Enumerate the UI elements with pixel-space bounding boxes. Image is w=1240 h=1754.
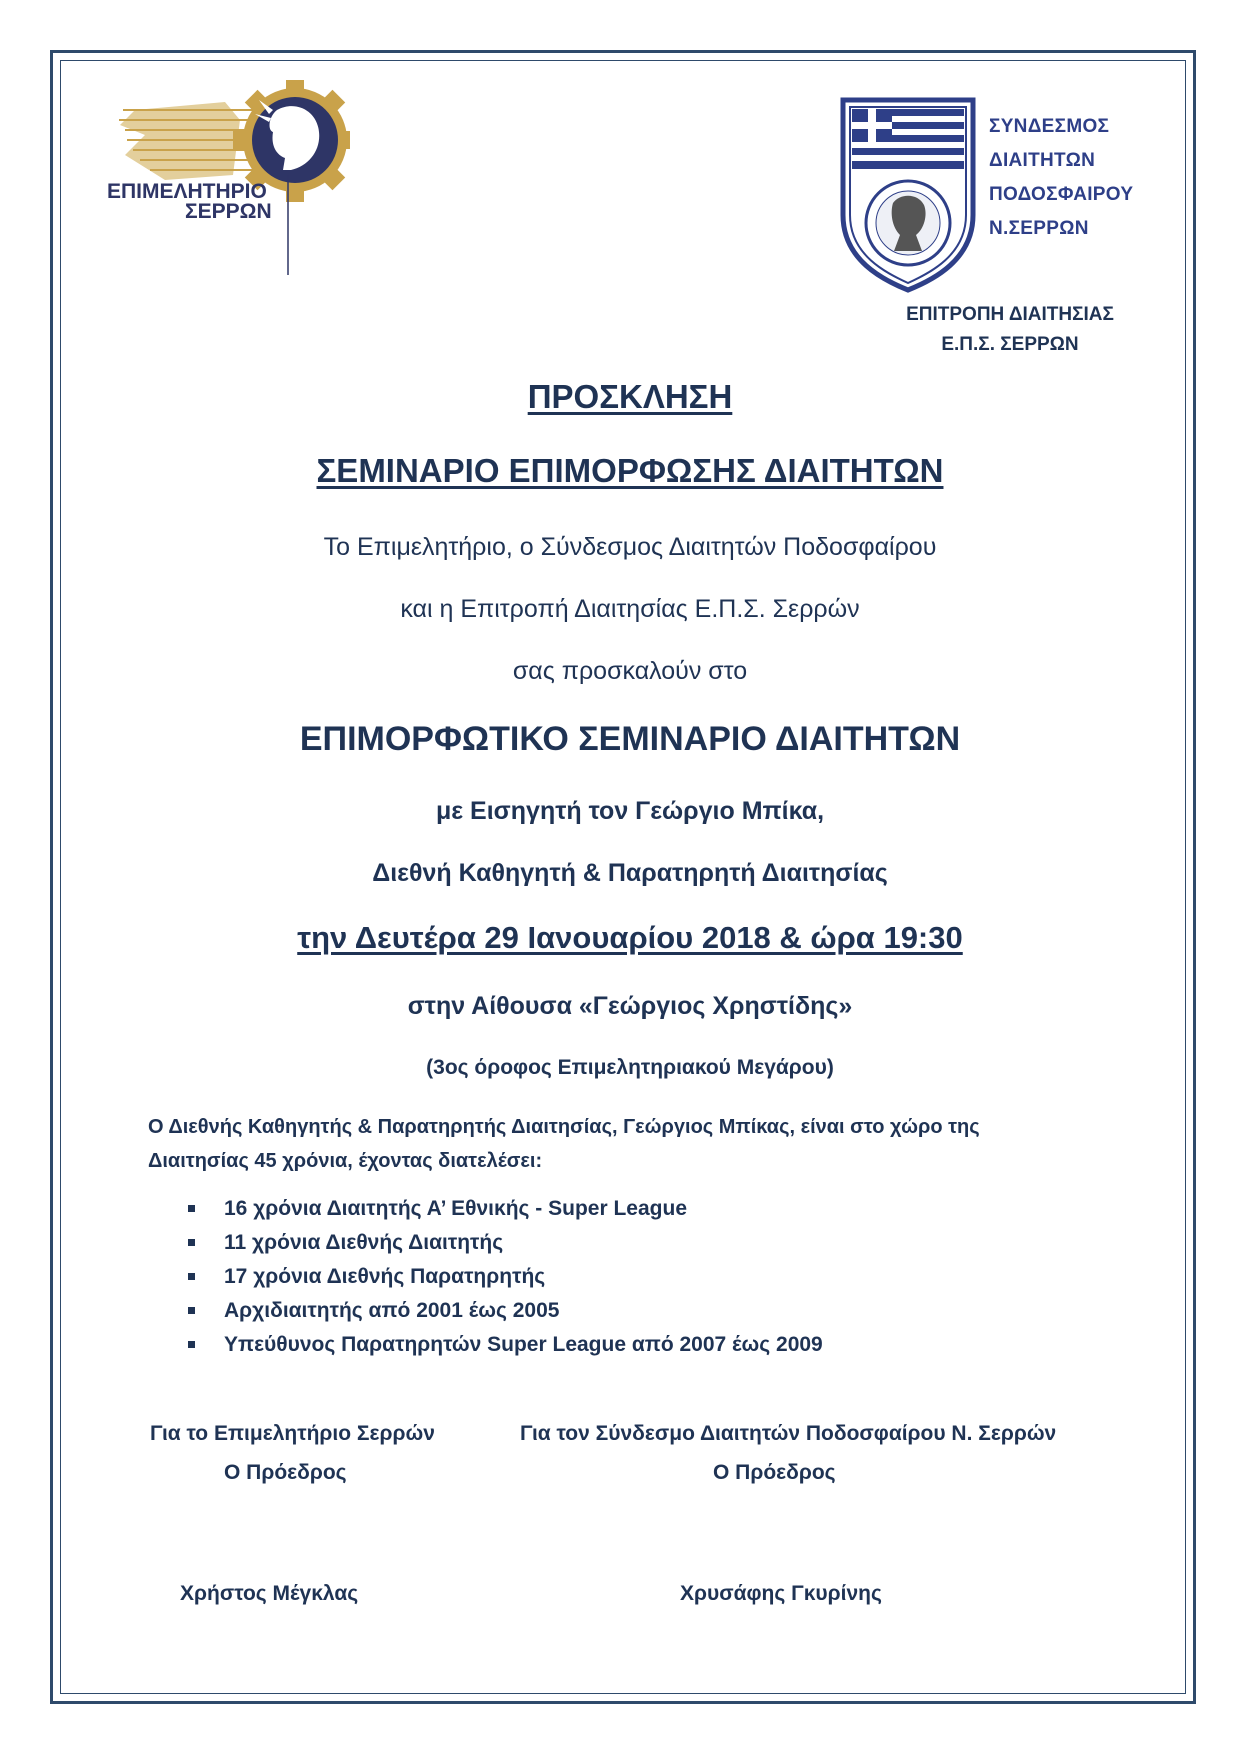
event-floor: (3ος όροφος Επιμελητηριακού Μεγάρου) bbox=[426, 1056, 834, 1079]
list-item bbox=[180, 1294, 823, 1328]
speaker-line: με Εισηγητή τον Γεώργιο Μπίκα, bbox=[435, 797, 825, 825]
seminar-title: ΣΕΜΙΝΑΡΙΟ ΕΠΙΜΟΡΦΩΣΗΣ ΔΙΑΙΤΗΤΩΝ bbox=[316, 452, 944, 489]
invitation-title: ΠΡΟΣΚΛΗΣΗ bbox=[527, 378, 733, 415]
chamber-logo-text-2: ΣΕΡΡΩΝ bbox=[185, 200, 272, 223]
signature-left-role: Ο Πρόεδρος bbox=[224, 1461, 347, 1484]
signature-right-name: Χρυσάφης Γκυρίνης bbox=[680, 1582, 882, 1605]
list-item bbox=[180, 1328, 823, 1362]
body-line-1: Το Επιμελητήριο, ο Σύνδεσμος Διαιτητών Ποδοσφαίρου bbox=[323, 533, 937, 561]
intro-line-1: Ο Διεθνής Καθηγητής & Παρατηρητής Διαιτησίας, Γεώργιος Μπίκας, είναι στο χώρο της bbox=[148, 1116, 980, 1138]
bullet-square-icon bbox=[188, 1307, 195, 1314]
list-item-text: Υπεύθυνος Παρατηρητών Super League από 2007 έως 2009 bbox=[224, 1333, 823, 1356]
association-line-4: Ν.ΣΕΡΡΩΝ bbox=[989, 218, 1089, 239]
bullet-square-icon bbox=[188, 1205, 195, 1212]
event-venue: στην Αίθουσα «Γεώργιος Χρηστίδης» bbox=[407, 992, 853, 1020]
committee-line-1: ΕΠΙΤΡΟΠΗ ΔΙΑΙΤΗΣΙΑΣ bbox=[906, 304, 1114, 325]
list-item bbox=[180, 1260, 823, 1294]
chamber-logo-text-1: ΕΠΙΜΕΛΗΤΗΡΙΟ bbox=[107, 180, 267, 203]
main-seminar-title: ΕΠΙΜΟΡΦΩΤΙΚΟ ΣΕΜΙΝΑΡΙΟ ΔΙΑΙΤΗΤΩΝ bbox=[299, 720, 961, 758]
committee-line-2: Ε.Π.Σ. ΣΕΡΡΩΝ bbox=[941, 334, 1079, 355]
career-list bbox=[180, 1192, 823, 1362]
association-line-1: ΣΥΝΔΕΣΜΟΣ bbox=[989, 116, 1110, 137]
list-item-text: Αρχιδιαιτητής από 2001 έως 2005 bbox=[224, 1299, 560, 1322]
signature-left-name: Χρήστος Μέγκλας bbox=[180, 1582, 359, 1605]
bullet-square-icon bbox=[188, 1273, 195, 1280]
signature-right-role: Ο Πρόεδρος bbox=[713, 1461, 836, 1484]
list-item-text: 17 χρόνια Διεθνής Παρατηρητής bbox=[224, 1265, 546, 1288]
signature-left-org: Για το Επιμελητήριο Σερρών bbox=[150, 1422, 435, 1445]
speaker-intro bbox=[148, 1110, 1133, 1178]
chamber-logo bbox=[105, 80, 350, 280]
bullet-square-icon bbox=[188, 1341, 195, 1348]
speaker-role: Διεθνή Καθηγητή & Παρατηρητή Διαιτησίας bbox=[372, 859, 888, 887]
association-line-2: ΔΙΑΙΤΗΤΩΝ bbox=[989, 150, 1096, 171]
refereeing-committee bbox=[860, 300, 1160, 360]
intro-line-2: Διαιτησίας 45 χρόνια, έχοντας διατελέσει: bbox=[148, 1150, 543, 1172]
bullet-square-icon bbox=[188, 1239, 195, 1246]
referees-association-name bbox=[989, 110, 1133, 246]
signature-right-org: Για τον Σύνδεσμο Διαιτητών Ποδοσφαίρου Ν. Σερρών bbox=[520, 1422, 1057, 1445]
association-line-3: ΠΟΔΟΣΦΑΙΡΟΥ bbox=[989, 184, 1134, 205]
list-item bbox=[180, 1226, 823, 1260]
list-item-text: 16 χρόνια Διαιτητής Α’ Εθνικής - Super League bbox=[224, 1197, 688, 1220]
body-line-3: σας προσκαλούν στο bbox=[512, 657, 748, 685]
event-date-time: την Δευτέρα 29 Ιανουαρίου 2018 & ώρα 19:30 bbox=[297, 920, 963, 955]
body-line-2: και η Επιτροπή Διαιτησίας Ε.Π.Σ. Σερρών bbox=[400, 595, 860, 623]
list-item bbox=[180, 1192, 823, 1226]
list-item-text: 11 χρόνια Διεθνής Διαιτητής bbox=[224, 1231, 504, 1254]
